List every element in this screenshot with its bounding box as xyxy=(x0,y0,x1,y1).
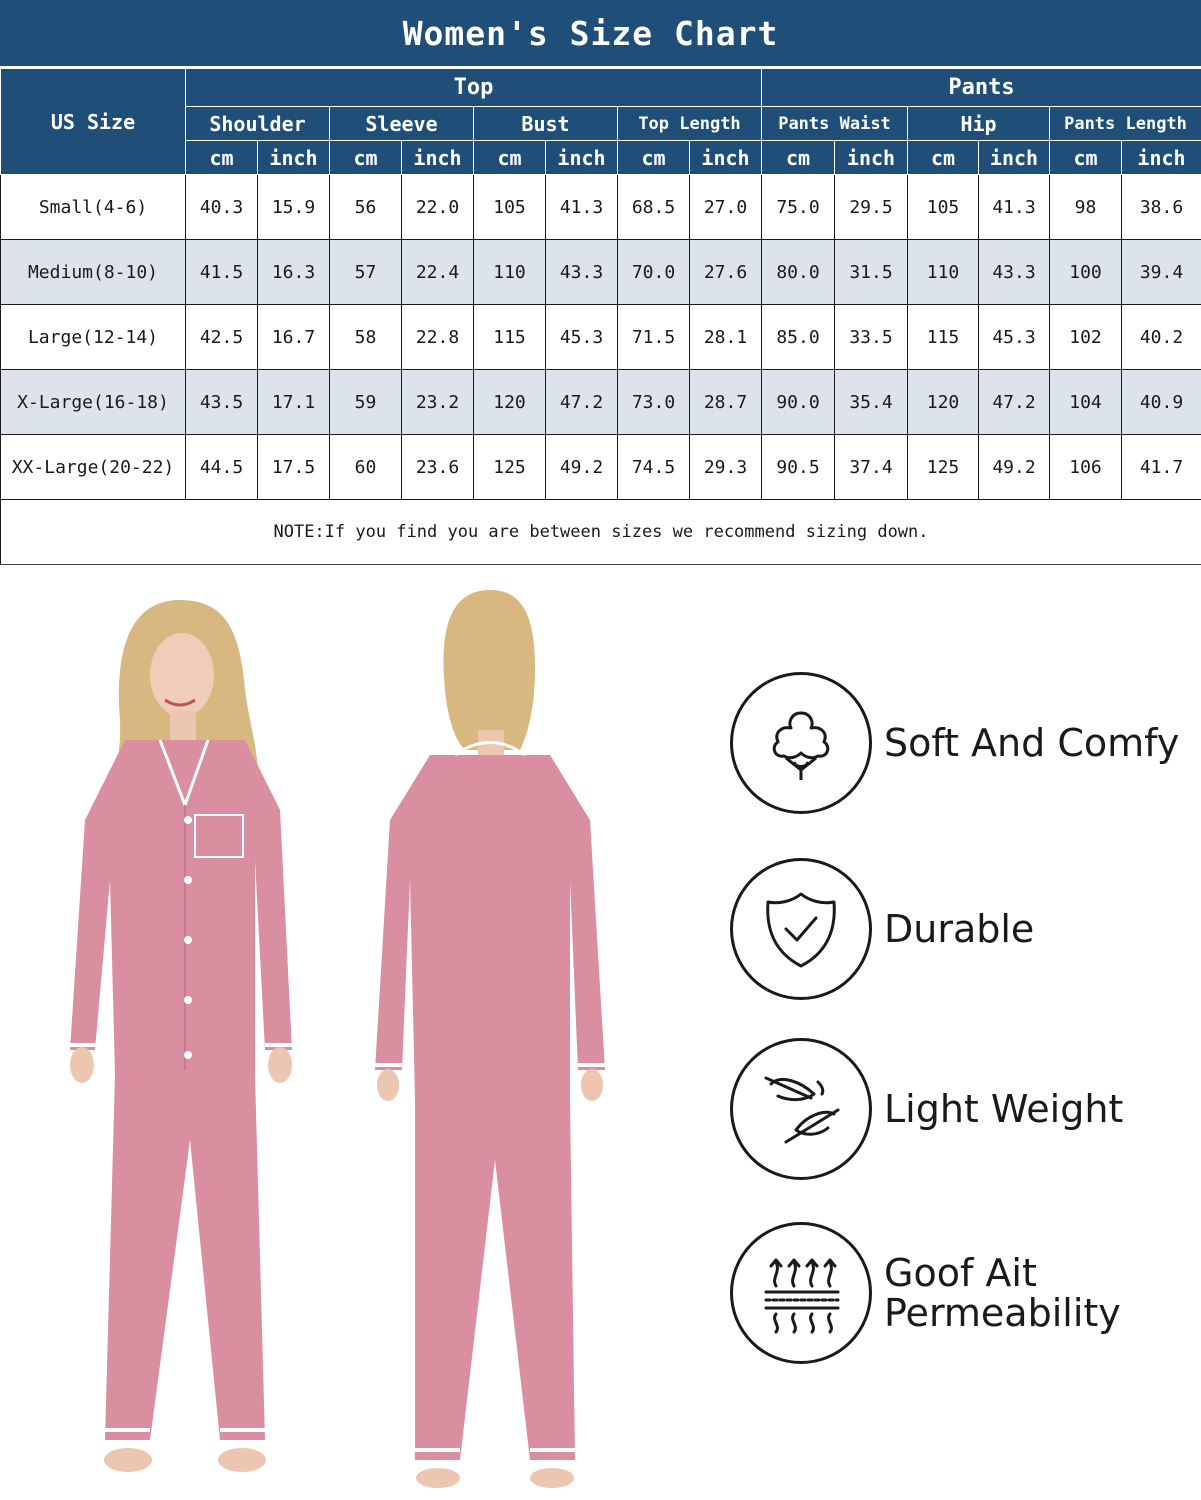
size-chart xyxy=(0,0,1201,565)
size-row xyxy=(1,240,1201,305)
size-value-cell: 31.5 xyxy=(835,240,908,305)
air-flow-icon xyxy=(756,1248,846,1338)
feature-light-weight xyxy=(730,1038,1190,1180)
group-header-row xyxy=(1,69,1201,107)
size-value-cell: 28.7 xyxy=(690,370,762,435)
feature-air-permeability xyxy=(730,1222,1190,1364)
size-value-cell: 17.5 xyxy=(258,435,330,500)
size-value-cell: 59 xyxy=(330,370,402,435)
size-value-cell: 57 xyxy=(330,240,402,305)
feature-label-light-weight: Light Weight xyxy=(884,1087,1124,1131)
measure-header-bust: Bust xyxy=(474,107,618,141)
unit-header-inch: inch xyxy=(546,141,618,175)
size-label-cell: Large(12-14) xyxy=(1,305,186,370)
feature-icon-circle xyxy=(730,1222,872,1364)
size-label-cell: X-Large(16-18) xyxy=(1,370,186,435)
product-photo xyxy=(30,580,650,1500)
size-value-cell: 29.3 xyxy=(690,435,762,500)
unit-header-inch: inch xyxy=(402,141,474,175)
size-value-cell: 49.2 xyxy=(979,435,1050,500)
unit-header-cm: cm xyxy=(474,141,546,175)
size-value-cell: 22.4 xyxy=(402,240,474,305)
feature-icon-circle xyxy=(730,1038,872,1180)
size-value-cell: 40.2 xyxy=(1122,305,1201,370)
cotton-flower-icon xyxy=(756,698,846,788)
size-value-cell: 33.5 xyxy=(835,305,908,370)
size-value-cell: 115 xyxy=(908,305,979,370)
size-value-cell: 115 xyxy=(474,305,546,370)
size-value-cell: 105 xyxy=(908,175,979,240)
measure-header-pants-length: Pants Length xyxy=(1050,107,1201,141)
note-row xyxy=(1,500,1201,565)
size-value-cell: 75.0 xyxy=(762,175,835,240)
size-value-cell: 90.0 xyxy=(762,370,835,435)
size-value-cell: 73.0 xyxy=(618,370,690,435)
size-value-cell: 49.2 xyxy=(546,435,618,500)
group-top-header: Top xyxy=(186,69,762,107)
size-value-cell: 56 xyxy=(330,175,402,240)
feature-icon-circle xyxy=(730,672,872,814)
unit-header-inch: inch xyxy=(835,141,908,175)
size-value-cell: 41.7 xyxy=(1122,435,1201,500)
shield-check-icon xyxy=(756,884,846,974)
size-value-cell: 74.5 xyxy=(618,435,690,500)
size-rows xyxy=(1,175,1201,500)
group-pants-header: Pants xyxy=(762,69,1201,107)
unit-header-inch: inch xyxy=(1122,141,1201,175)
size-value-cell: 71.5 xyxy=(618,305,690,370)
size-value-cell: 41.5 xyxy=(186,240,258,305)
size-label-cell: Small(4-6) xyxy=(1,175,186,240)
measure-header-top-length: Top Length xyxy=(618,107,762,141)
size-value-cell: 28.1 xyxy=(690,305,762,370)
unit-header-cm: cm xyxy=(1050,141,1122,175)
size-row xyxy=(1,435,1201,500)
size-value-cell: 23.6 xyxy=(402,435,474,500)
sizing-note: NOTE:If you find you are between sizes we recommend sizing down. xyxy=(1,500,1201,565)
feature-soft-and-comfy xyxy=(730,672,1190,814)
size-value-cell: 38.6 xyxy=(1122,175,1201,240)
size-value-cell: 23.2 xyxy=(402,370,474,435)
size-value-cell: 29.5 xyxy=(835,175,908,240)
size-value-cell: 43.3 xyxy=(979,240,1050,305)
unit-header-cm: cm xyxy=(762,141,835,175)
feature-label-durable: Durable xyxy=(884,907,1035,951)
unit-header-cm: cm xyxy=(908,141,979,175)
feature-durable xyxy=(730,858,1190,1000)
measure-header-pants-waist: Pants Waist xyxy=(762,107,908,141)
feature-label-soft-and-comfy: Soft And Comfy xyxy=(884,721,1180,765)
size-value-cell: 102 xyxy=(1050,305,1122,370)
size-value-cell: 40.9 xyxy=(1122,370,1201,435)
size-value-cell: 70.0 xyxy=(618,240,690,305)
size-row xyxy=(1,175,1201,240)
unit-header-inch: inch xyxy=(979,141,1050,175)
size-value-cell: 106 xyxy=(1050,435,1122,500)
size-value-cell: 80.0 xyxy=(762,240,835,305)
model-back-figure xyxy=(375,590,605,1488)
size-value-cell: 125 xyxy=(908,435,979,500)
size-value-cell: 41.3 xyxy=(979,175,1050,240)
size-value-cell: 120 xyxy=(908,370,979,435)
unit-header-cm: cm xyxy=(330,141,402,175)
size-value-cell: 120 xyxy=(474,370,546,435)
size-value-cell: 22.0 xyxy=(402,175,474,240)
unit-header-inch: inch xyxy=(690,141,762,175)
size-value-cell: 58 xyxy=(330,305,402,370)
size-value-cell: 104 xyxy=(1050,370,1122,435)
size-value-cell: 85.0 xyxy=(762,305,835,370)
size-value-cell: 35.4 xyxy=(835,370,908,435)
size-value-cell: 90.5 xyxy=(762,435,835,500)
size-value-cell: 43.3 xyxy=(546,240,618,305)
size-table xyxy=(0,68,1201,565)
size-value-cell: 15.9 xyxy=(258,175,330,240)
size-value-cell: 27.0 xyxy=(690,175,762,240)
model-front-figure xyxy=(70,600,292,1472)
size-value-cell: 17.1 xyxy=(258,370,330,435)
us-size-header: US Size xyxy=(1,69,186,175)
size-row xyxy=(1,305,1201,370)
size-value-cell: 42.5 xyxy=(186,305,258,370)
unit-header-cm: cm xyxy=(618,141,690,175)
size-label-cell: XX-Large(20-22) xyxy=(1,435,186,500)
chart-title: Women's Size Chart xyxy=(0,0,1201,68)
size-value-cell: 98 xyxy=(1050,175,1122,240)
size-value-cell: 37.4 xyxy=(835,435,908,500)
size-value-cell: 45.3 xyxy=(546,305,618,370)
measure-header-sleeve: Sleeve xyxy=(330,107,474,141)
measure-header-hip: Hip xyxy=(908,107,1050,141)
size-value-cell: 43.5 xyxy=(186,370,258,435)
size-value-cell: 60 xyxy=(330,435,402,500)
size-value-cell: 44.5 xyxy=(186,435,258,500)
size-value-cell: 16.3 xyxy=(258,240,330,305)
measure-header-shoulder: Shoulder xyxy=(186,107,330,141)
size-value-cell: 47.2 xyxy=(546,370,618,435)
size-value-cell: 105 xyxy=(474,175,546,240)
feather-icon xyxy=(756,1064,846,1154)
unit-header-cm: cm xyxy=(186,141,258,175)
size-value-cell: 41.3 xyxy=(546,175,618,240)
size-row xyxy=(1,370,1201,435)
size-value-cell: 40.3 xyxy=(186,175,258,240)
size-value-cell: 110 xyxy=(908,240,979,305)
feature-icon-circle xyxy=(730,858,872,1000)
size-value-cell: 110 xyxy=(474,240,546,305)
size-value-cell: 45.3 xyxy=(979,305,1050,370)
size-label-cell: Medium(8-10) xyxy=(1,240,186,305)
feature-label-air-permeability: Goof Ait Permeability xyxy=(884,1251,1121,1335)
size-value-cell: 27.6 xyxy=(690,240,762,305)
size-value-cell: 22.8 xyxy=(402,305,474,370)
unit-header-inch: inch xyxy=(258,141,330,175)
size-value-cell: 68.5 xyxy=(618,175,690,240)
size-value-cell: 100 xyxy=(1050,240,1122,305)
size-value-cell: 39.4 xyxy=(1122,240,1201,305)
size-value-cell: 16.7 xyxy=(258,305,330,370)
size-value-cell: 47.2 xyxy=(979,370,1050,435)
size-value-cell: 125 xyxy=(474,435,546,500)
